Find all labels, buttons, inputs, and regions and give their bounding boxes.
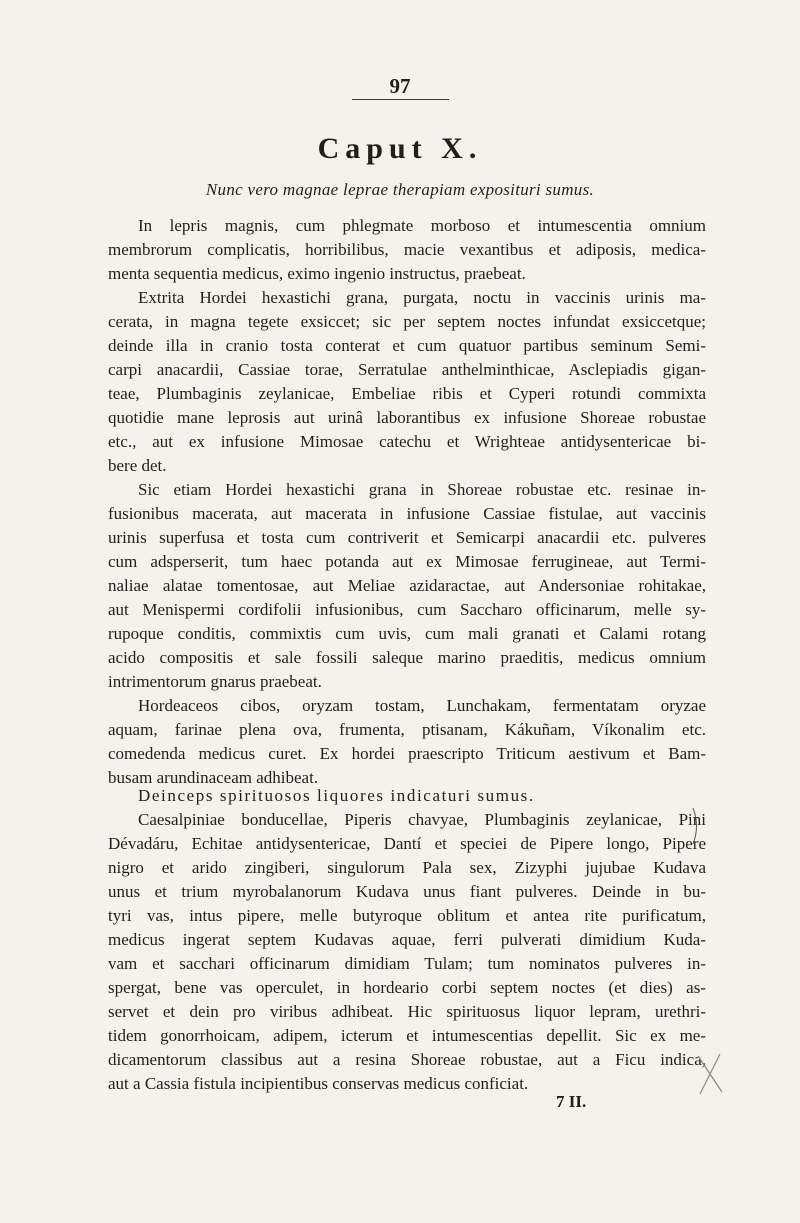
text-line: teae, Plumbaginis zeylanicae, Embeliae ribis et Cyperi rotundi commixta (108, 384, 706, 403)
text-line: carpi anacardii, Cassiae torae, Serratulae anthelminthicae, Asclepiadis gigan- (108, 360, 706, 379)
text-line: bere det. (108, 456, 167, 475)
text-line: tyri vas, intus pipere, melle butyroque oblitum et antea rite purificatum, (108, 906, 706, 925)
text-line: cerata, in magna tegete exsiccet; sic per septem noctes infundat exsiccetque; (108, 312, 706, 331)
text-line: cum adsperserit, tum haec potanda aut ex Mimosae ferrugineae, aut Termi- (108, 552, 706, 571)
paragraph-2 (108, 286, 706, 478)
text-line: etc., aut ex infusione Mimosae catechu et Wrighteae antidysentericae bi- (108, 432, 706, 451)
text-line: Dévadáru, Echitae antidysentericae, Dantí et speciei de Pipere longo, Pipere (108, 834, 706, 853)
text-line: fusionibus macerata, aut macerata in infusione Cassiae fistulae, aut vaccinis (108, 504, 706, 523)
text-line: comedenda medicus curet. Ex hordei praescripto Triticum aestivum et Bam- (108, 744, 706, 763)
chapter-subtitle: Nunc vero magnae leprae therapiam exposituri sumus. (205, 180, 595, 199)
section-heading-spirituosos (108, 784, 706, 808)
text-line: busam arundinaceam adhibeat. (108, 768, 319, 787)
text-line: naliae alatae tomentosae, aut Meliae azidaractae, aut Andersoniae rohitakae, (108, 576, 706, 595)
text-line: servet et dein pro viribus adhibeat. Hic spirituosus liquor lepram, urethri- (108, 1002, 706, 1021)
text-line: dicamentorum classibus aut a resina Shoreae robustae, aut a Ficu indica, (108, 1050, 706, 1069)
text-line: rupoque conditis, commixtis cum uvis, cum mali granati et Calami rotang (108, 624, 706, 643)
text-line: vam et sacchari officinarum dimidiam Tulam; tum nominatos pulveres in- (108, 954, 706, 973)
text-line: urinis superfusa et tosta cum contriverit et Semicarpi anacardii etc. pulveres (108, 528, 706, 547)
text-line: In lepris magnis, cum phlegmate morboso et intumescentia omnium (138, 216, 706, 235)
text-line: aut Menispermi cordifolii infusionibus, cum Saccharo officinarum, melle sy- (108, 600, 706, 619)
paragraph-5 (108, 808, 706, 1096)
text-line: Extrita Hordei hexastichi grana, purgata, noctu in vaccinis urinis ma- (138, 288, 706, 307)
page-number: 97 (389, 74, 411, 98)
text-line: acido compositis et sale fossili saleque marino praeditis, medicus omnium (108, 648, 706, 667)
text-line: medicus ingerat septem Kudavas aquae, ferri pulverati dimidium Kuda- (108, 930, 706, 949)
text-line: Caesalpiniae bonducellae, Piperis chavyae, Plumbaginis zeylanicae, Pini (138, 810, 706, 829)
margin-bracket-mark (690, 806, 702, 846)
text-line: spergat, bene vas operculet, in hordeario corbi septem noctes (et dies) as- (108, 978, 706, 997)
text-line: aut a Cassia fistula incipientibus conservas medicus conficiat. (108, 1074, 529, 1093)
paragraph-1 (108, 214, 706, 286)
text-line: deinde illa in cranio tosta conterat et cum quatuor partibus seminum Semi- (108, 336, 706, 355)
paragraph-3 (108, 478, 706, 694)
text-line: membrorum complicatis, horribilibus, macie vexantibus et adiposis, medica- (108, 240, 706, 259)
text-line: quotidie mane leprosis aut urinâ laborantibus ex infusione Shoreae robustae (108, 408, 706, 427)
text-line: Hordeaceos cibos, oryzam tostam, Lunchakam, fermentatam oryzae (138, 696, 706, 715)
text-line: aquam, farinae plena ova, frumenta, ptisanam, Kákuñam, Víkonalim etc. (108, 720, 706, 739)
text-line: nigro et arido zingiberi, singulorum Pala sex, Zizyphi jujubae Kudava (108, 858, 706, 877)
text-line: intrimentorum gnarus praebeat. (108, 672, 322, 691)
paragraph-4 (108, 694, 706, 790)
chapter-title: Caput X. (317, 132, 483, 165)
margin-cross-mark (690, 1048, 730, 1098)
signature-mark: 7 II. (556, 1092, 587, 1111)
text-line: Deinceps spirituosos liquores indicaturi sumus. (138, 786, 535, 805)
header-rule (352, 99, 449, 100)
text-line: unus et trium myrobalanorum Kudava unus fiant pulveres. Deinde in bu- (108, 882, 706, 901)
text-line: tidem gonorrhoicam, adipem, icterum et intumescentias depellit. Sic ex me- (108, 1026, 706, 1045)
text-line: Sic etiam Hordei hexastichi grana in Shoreae robustae etc. resinae in- (138, 480, 706, 499)
text-line: menta sequentia medicus, eximo ingenio instructus, praebeat. (108, 264, 526, 283)
